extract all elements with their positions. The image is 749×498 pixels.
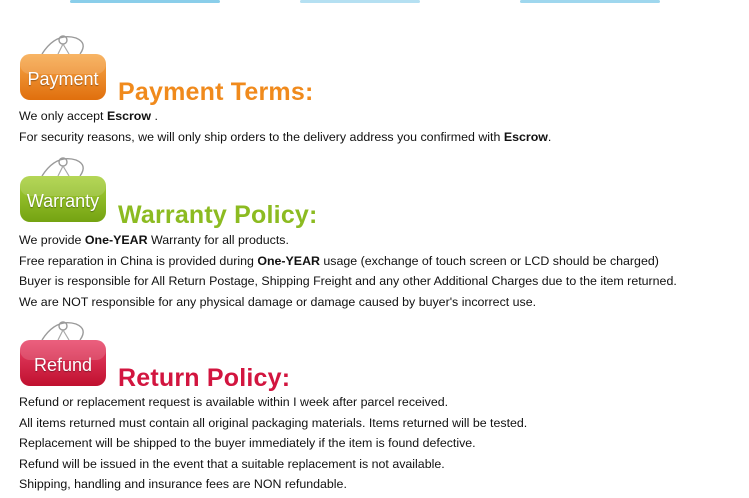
text-line: Replacement will be shipped to the buyer immediately if the item is found defective. [19, 436, 476, 450]
payment-tag-icon [14, 30, 112, 108]
text-line: Shipping, handling and insurance fees are NON refundable. [19, 477, 347, 491]
text-line: We are NOT responsible for any physical damage or damage caused by buyer's incorrect use. [19, 294, 537, 309]
text-line: Refund or replacement request is available within I week after parcel received. [19, 395, 449, 409]
refund-heading: Return Policy: [118, 364, 291, 392]
refund-tag-icon [14, 316, 112, 394]
text-line: For security reasons, we will only ship orders to the delivery address you confirmed with Escrow. [19, 129, 552, 144]
refund-tag-label: Refund [33, 355, 93, 375]
text-line: We only accept Escrow . [19, 109, 158, 123]
top-divider-strip [300, 0, 420, 3]
warranty-tag-label: Warranty [26, 191, 100, 211]
text-line: We provide One-YEAR Warranty for all products. [19, 233, 289, 247]
text-line: Refund will be issued in the event that a suitable replacement is not available. [19, 456, 445, 471]
text-line: Free reparation in China is provided during One-YEAR usage (exchange of touch screen or LCD should be charged) [19, 253, 659, 268]
warranty-lines [19, 230, 677, 312]
payment-heading: Payment Terms: [118, 78, 314, 106]
text-line: All items returned must contain all original packaging materials. Items returned will be tested. [19, 415, 528, 430]
top-divider-strip [70, 0, 220, 3]
warranty-heading: Warranty Policy: [118, 201, 318, 229]
warranty-tag-icon [14, 152, 112, 230]
top-divider-strip [520, 0, 660, 3]
payment-tag-label: Payment [27, 69, 99, 89]
refund-lines [19, 392, 527, 495]
text-line: Buyer is responsible for All Return Postage, Shipping Freight and any other Additional Charges due to the item returned. [19, 274, 677, 288]
payment-lines [19, 106, 551, 147]
